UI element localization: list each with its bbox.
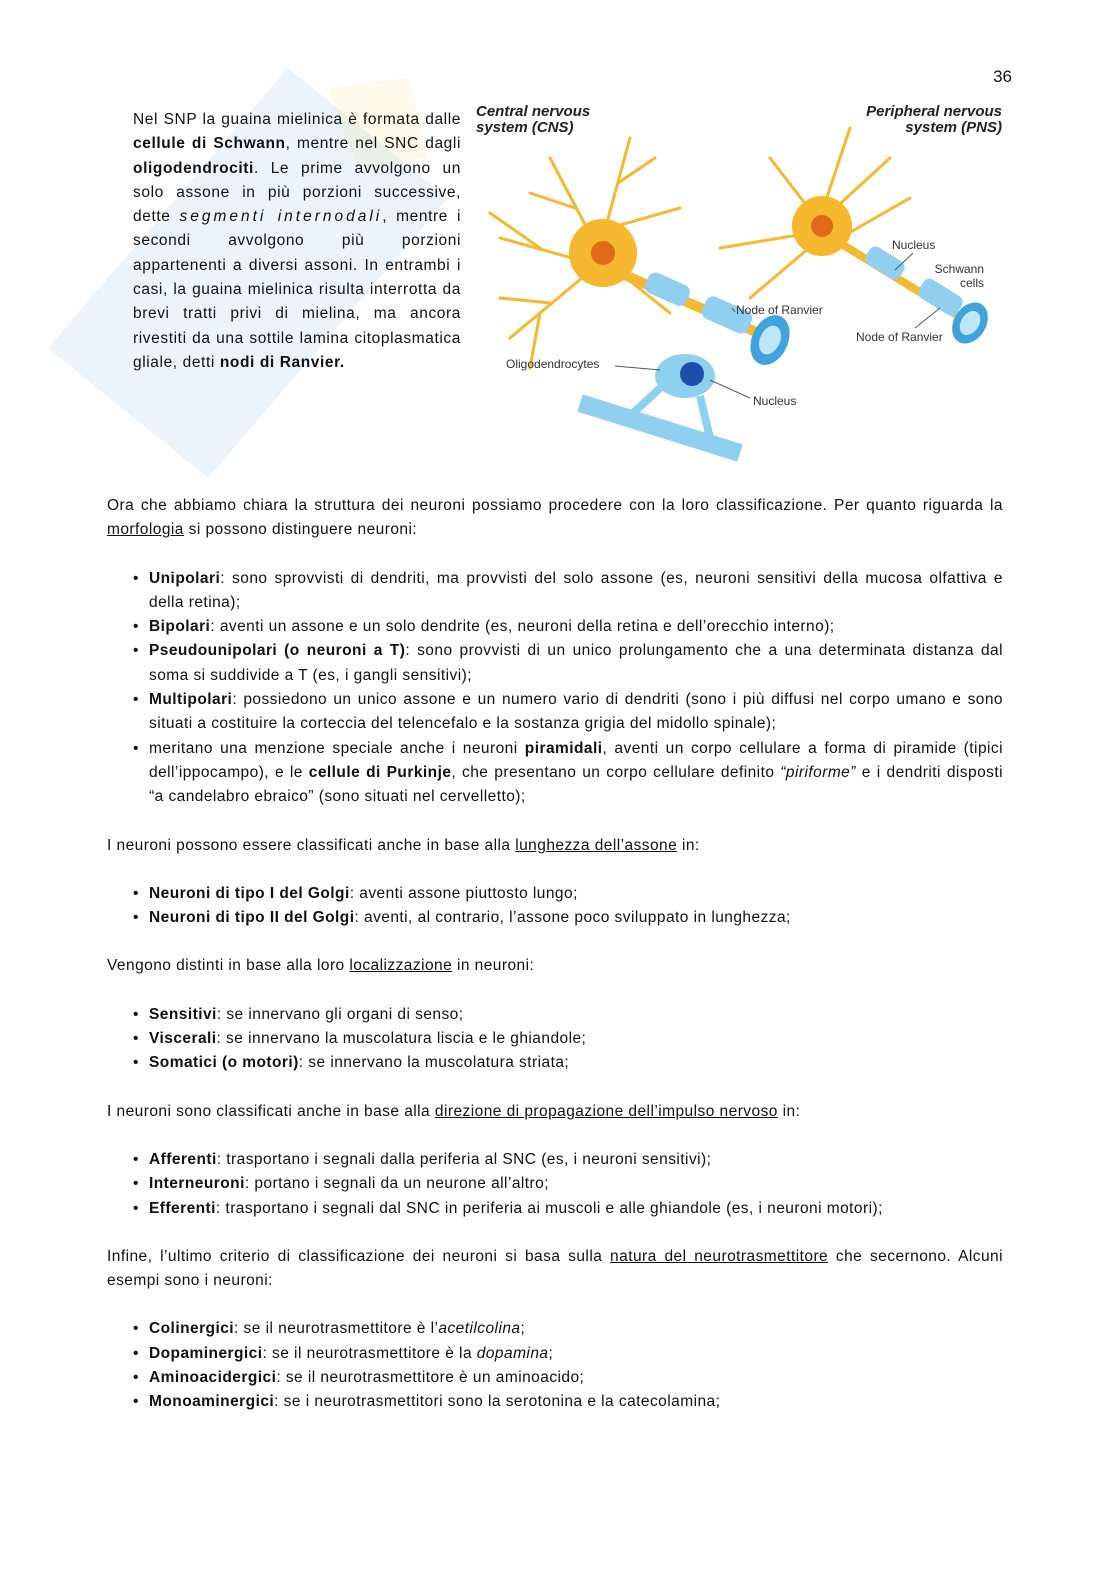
list-item: • Monoaminergici: se i neurotrasmettitori sono la serotonina e la catecolamina;	[149, 1390, 1003, 1414]
list-item: • Multipolari: possiedono un unico assone e un numero vario di dendriti (sono i più diffusi nel corpo umano e sono situati a costituire la corteccia del telencefalo e la sostanza grigia del midollo spinale);	[149, 688, 1003, 737]
list-item: • meritano una menzione speciale anche i neuroni piramidali, aventi un corpo cellulare a forma di piramide (tipici dell’ippocampo), e le cellule di Purkinje, che presentano un corpo cellulare definito “piriforme” e i dendriti disposti “a candelabro ebraico” (sono situati nel cervelletto);	[149, 737, 1003, 810]
list-item: • Viscerali: se innervano la muscolatura liscia e le ghiandole;	[149, 1027, 1003, 1051]
list-item: • Colinergici: se il neurotrasmettitore è l’acetilcolina;	[149, 1317, 1003, 1341]
label-nucleus-cns: Nucleus	[753, 394, 797, 408]
list-item: • Somatici (o motori): se innervano la muscolatura striata;	[149, 1051, 1003, 1075]
direction-intro: I neuroni sono classificati anche in base alla direzione di propagazione dell’impulso nervoso in:	[107, 1102, 801, 1120]
morphology-list	[107, 567, 1003, 810]
label-node-ranvier-pns: Node of Ranvier	[856, 330, 943, 344]
label-schwann-cells: Schwann cells	[934, 262, 985, 290]
list-item: • Aminoacidergici: se il neurotrasmettitore è un aminoacido;	[149, 1366, 1003, 1390]
label-node-ranvier-cns: Node of Ranvier	[736, 303, 823, 317]
main-content	[107, 494, 1003, 1439]
page-number: 36	[993, 67, 1012, 86]
list-item: • Bipolari: aventi un assone e un solo dendrite (es, neuroni della retina e dell’orecchio interno);	[149, 615, 1003, 639]
transmitter-list	[107, 1317, 1003, 1414]
list-item: • Afferenti: trasportano i segnali dalla periferia al SNC (es, i neuroni sensitivi);	[149, 1148, 1003, 1172]
list-item: • Neuroni di tipo I del Golgi: aventi assone piuttosto lungo;	[149, 882, 1003, 906]
cns-nucleus	[591, 241, 615, 265]
label-nucleus-pns: Nucleus	[892, 238, 936, 252]
list-item: • Neuroni di tipo II del Golgi: aventi, al contrario, l’assone poco sviluppato in lunghezza;	[149, 906, 1003, 930]
transmitter-intro: Infine, l’ultimo criterio di classificazione dei neuroni si basa sulla natura del neurotrasmettitore che secernono. Alcuni esempi sono i neuroni:	[107, 1247, 1003, 1290]
second-axon	[580, 403, 740, 453]
cns-myelin	[642, 270, 797, 371]
list-item: • Dopaminergici: se il neurotrasmettitore è la dopamina;	[149, 1342, 1003, 1366]
location-intro: Vengono distinti in base alla loro localizzazione in neuroni:	[107, 957, 535, 975]
intro-paragraph: Nel SNP la guaina mielinica è formata dalle cellule di Schwann, mentre nel SNC dagli oligodendrociti. Le prime avvolgono un solo assone in più porzioni successive, dette segmenti internodali, mentre i secondi avvolgono più porzioni appartenenti a diversi assoni. In entrambi i casi, la guaina mielinica risulta interrotta da brevi tratti privi di mielina, ma ancora rivestiti da una sottile lamina citoplasmatica gliale, detti nodi di Ranvier.	[133, 111, 461, 371]
list-item: • Interneuroni: portano i segnali da un neurone all’altro;	[149, 1172, 1003, 1196]
cns-title: Central nervous system (CNS)	[476, 103, 591, 136]
length-list	[107, 882, 1003, 931]
pns-title: Peripheral nervous system (PNS)	[866, 103, 1002, 136]
list-item: • Efferenti: trasportano i segnali dal SNC in periferia ai muscoli e alle ghiandole (es, i neuroni motori);	[149, 1197, 1003, 1221]
list-item: • Unipolari: sono sprovvisti di dendriti, ma provvisti del solo assone (es, neuroni sensitivi della mucosa olfattiva e della retina);	[149, 567, 1003, 616]
neuron-myelination-figure	[470, 98, 1010, 473]
morphology-intro: Ora che abbiamo chiara la struttura dei neuroni possiamo procedere con la loro classificazione. Per quanto riguarda la morfologia si possono distinguere neuroni:	[107, 497, 1003, 539]
neuron-illustration	[470, 98, 1010, 473]
pns-nucleus	[811, 215, 833, 237]
length-intro: I neuroni possono essere classificati anche in base alla lunghezza dell’assone in:	[107, 836, 700, 854]
label-oligodendrocytes: Oligodendrocytes	[506, 357, 600, 371]
list-item: • Sensitivi: se innervano gli organi di senso;	[149, 1003, 1003, 1027]
list-item: • Pseudounipolari (o neuroni a T): sono provvisti di un unico prolungamento che a una determinata distanza dal soma si suddivide a T (es, i gangli sensitivi);	[149, 639, 1003, 688]
location-list	[107, 1003, 1003, 1076]
oligo-nucleus	[680, 362, 704, 386]
direction-list	[107, 1148, 1003, 1221]
